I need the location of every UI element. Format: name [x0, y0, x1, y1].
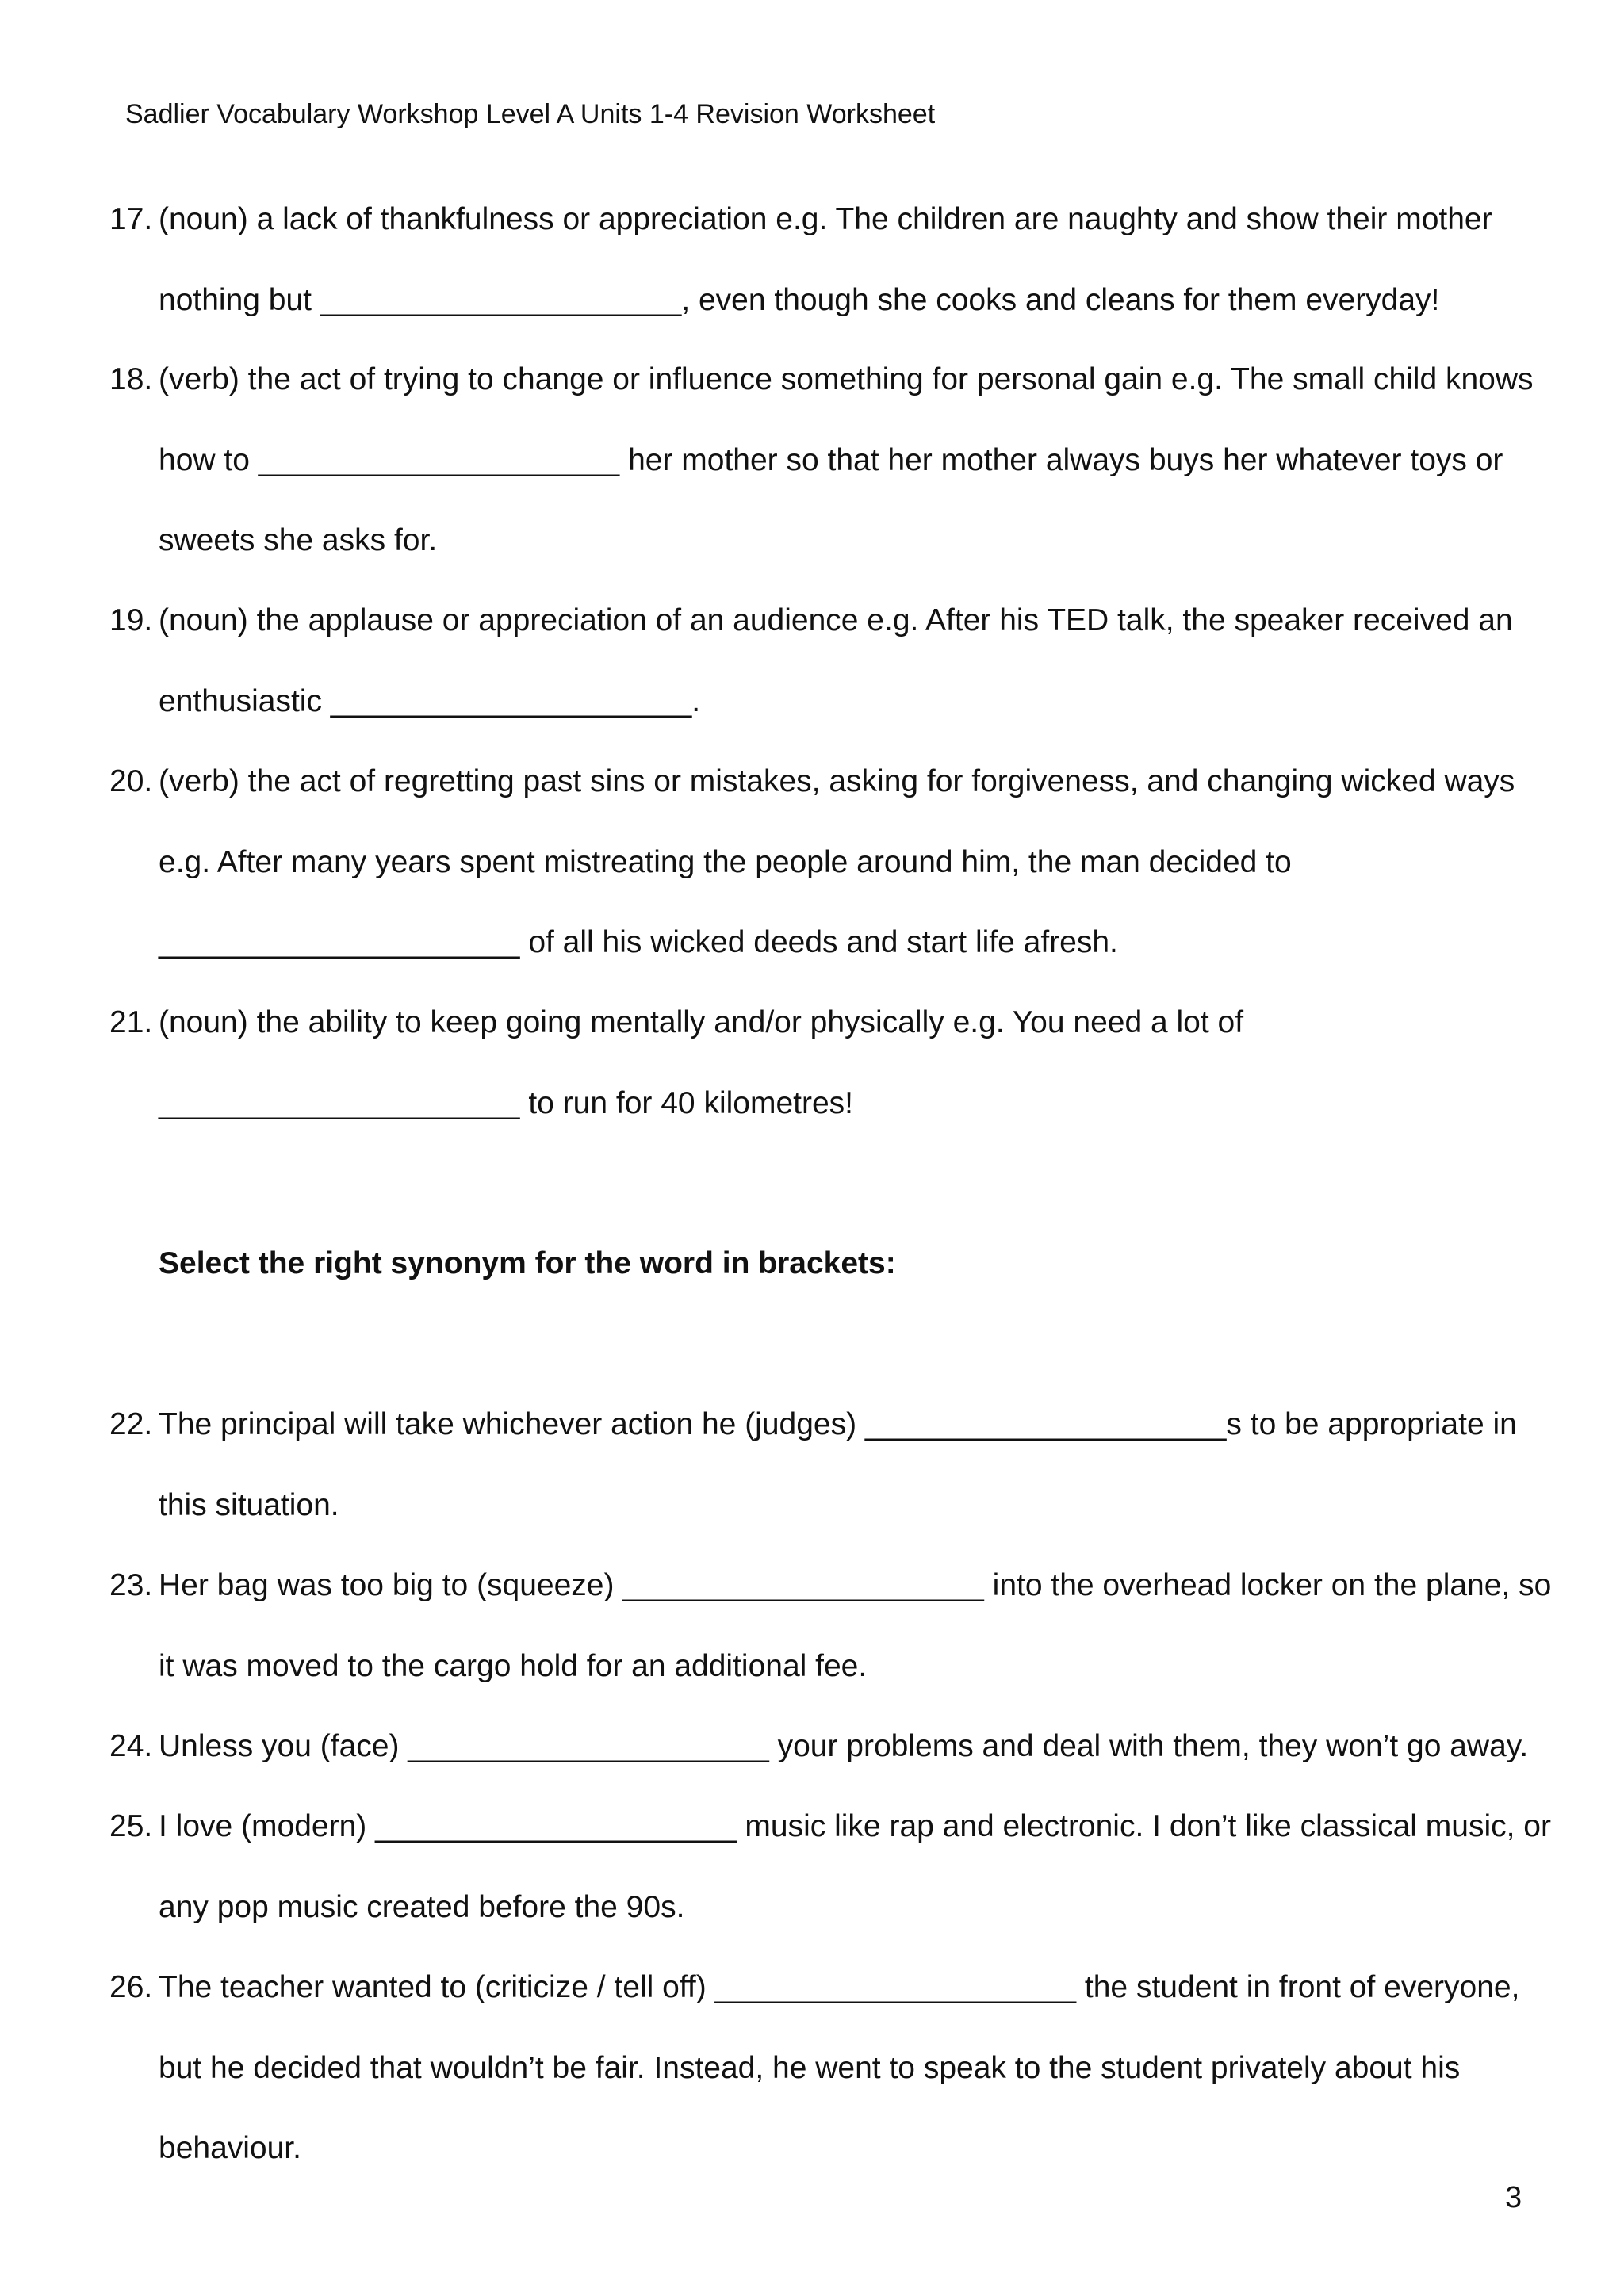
item-24-line-1: Unless you (face) _____________________ your problems and deal with them, they won’t go away.: [159, 1729, 1529, 1763]
section-heading: Select the right synonym for the word in brackets:: [159, 1246, 896, 1280]
item-number-25: 25.: [109, 1809, 153, 1843]
item-25-line-2: any pop music created before the 90s.: [159, 1890, 685, 1924]
item-21-line-1: (noun) the ability to keep going mentally and/or physically e.g. You need a lot of: [159, 1005, 1244, 1039]
item-19-line-1: (noun) the applause or appreciation of an audience e.g. After his TED talk, the speaker received an: [159, 603, 1513, 637]
item-23-line-2: it was moved to the cargo hold for an additional fee.: [159, 1649, 868, 1683]
item-18-line-3: sweets she asks for.: [159, 523, 438, 557]
item-number-20: 20.: [109, 764, 153, 798]
item-number-22: 22.: [109, 1407, 153, 1441]
item-number-21: 21.: [109, 1005, 153, 1039]
item-26-line-3: behaviour.: [159, 2131, 301, 2165]
item-number-26: 26.: [109, 1970, 153, 2004]
item-22-line-1: The principal will take whichever action he (judges) _____________________s to be appropriate in: [159, 1407, 1517, 1441]
item-20-line-3: _____________________ of all his wicked deeds and start life afresh.: [159, 925, 1118, 959]
item-22-line-2: this situation.: [159, 1488, 339, 1522]
item-20-line-1: (verb) the act of regretting past sins or mistakes, asking for forgiveness, and changing wicked ways: [159, 764, 1515, 798]
item-26-line-1: The teacher wanted to (criticize / tell off) _____________________ the student in front of everyone,: [159, 1970, 1520, 2004]
item-number-17: 17.: [109, 202, 153, 236]
item-number-18: 18.: [109, 362, 153, 396]
item-number-23: 23.: [109, 1568, 153, 1602]
item-number-19: 19.: [109, 603, 153, 637]
item-20-line-2: e.g. After many years spent mistreating the people around him, the man decided to: [159, 845, 1292, 879]
item-number-24: 24.: [109, 1729, 153, 1763]
page-header: Sadlier Vocabulary Workshop Level A Units 1-4 Revision Worksheet: [125, 99, 936, 129]
item-18-line-1: (verb) the act of trying to change or influence something for personal gain e.g. The small child knows: [159, 362, 1534, 396]
page-number: 3: [1505, 2181, 1522, 2214]
item-23-line-1: Her bag was too big to (squeeze) _____________________ into the overhead locker on the plane, so: [159, 1568, 1552, 1602]
item-17-line-1: (noun) a lack of thankfulness or appreciation e.g. The children are naughty and show their mother: [159, 202, 1492, 236]
item-26-line-2: but he decided that wouldn’t be fair. Instead, he went to speak to the student privately about his: [159, 2051, 1461, 2085]
item-18-line-2: how to _____________________ her mother so that her mother always buys her whatever toys or: [159, 443, 1503, 477]
item-17-line-2: nothing but _____________________, even though she cooks and cleans for them everyday!: [159, 283, 1440, 317]
item-21-line-2: _____________________ to run for 40 kilometres!: [159, 1086, 853, 1120]
item-19-line-2: enthusiastic _____________________.: [159, 684, 701, 718]
item-25-line-1: I love (modern) _____________________ music like rap and electronic. I don’t like classical music, or: [159, 1809, 1551, 1843]
